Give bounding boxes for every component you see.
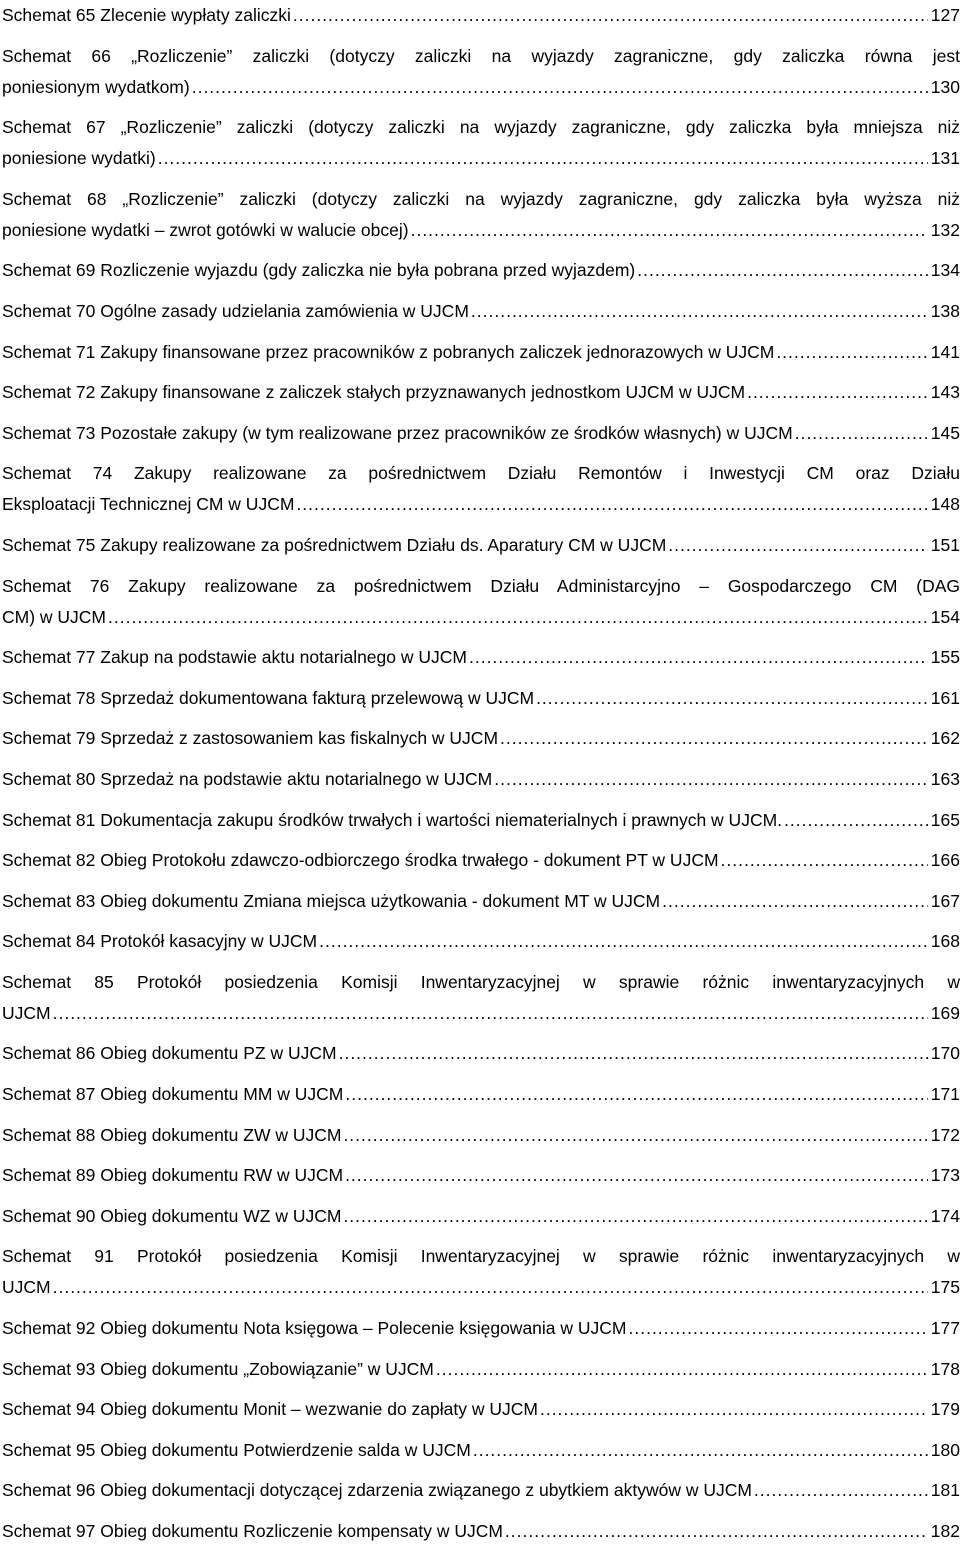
toc-page-number: 167 <box>930 890 960 911</box>
toc-entry-text-line: Schemat 73 Pozostałe zakupy (w tym realizowane przez pracowników ze środków własnych) w UJCM <box>2 422 793 443</box>
toc-page-number: 182 <box>930 1521 960 1541</box>
toc-page-number: 169 <box>930 1002 960 1023</box>
toc-entry-text-line: Schemat 71 Zakupy finansowane przez pracowników z pobranych zaliczek jednorazowych w UJCM <box>2 341 775 362</box>
toc-entry-text-line: Schemat 65 Zlecenie wypłaty zaliczki <box>2 5 291 25</box>
toc-entry-text-line: Schemat 76 Zakupy realizowane za pośrednictwem Działu Administarcyjno – Gospodarczego CM (DAG <box>2 575 960 596</box>
toc-page-number: 138 <box>930 300 960 321</box>
toc-page-number: 141 <box>930 341 960 362</box>
toc-entry-text-line: Schemat 94 Obieg dokumentu Monit – wezwanie do zapłaty w UJCM <box>2 1399 538 1420</box>
toc-entry[interactable] <box>2 926 960 957</box>
toc-entry[interactable] <box>2 764 960 795</box>
toc-entry[interactable] <box>2 683 960 714</box>
toc-entry[interactable] <box>2 1516 960 1547</box>
dot-leader <box>343 1120 928 1151</box>
dot-leader <box>473 1435 928 1466</box>
toc-page-number: 181 <box>930 1480 960 1501</box>
dot-leader <box>471 296 928 327</box>
dot-leader <box>795 418 928 449</box>
toc-page-number: 178 <box>930 1358 960 1379</box>
toc-entry-text-line: Schemat 81 Dokumentacja zakupu środków trwałych i wartości niematerialnych i prawnych w UJCM. <box>2 809 783 830</box>
toc-entry[interactable] <box>2 1079 960 1110</box>
toc-entry[interactable] <box>2 967 960 1029</box>
toc-page-number: 143 <box>930 382 960 403</box>
toc-entry[interactable] <box>2 458 960 520</box>
dot-leader <box>784 805 928 836</box>
toc-page-number: 131 <box>930 148 960 169</box>
toc-page-number: 134 <box>930 260 960 281</box>
toc-entry[interactable] <box>2 337 960 368</box>
toc-entry-text-line: Schemat 74 Zakupy realizowane za pośrednictwem Działu Remontów i Inwestycji CM oraz Działu <box>2 463 960 484</box>
toc-entry-text-line: Schemat 69 Rozliczenie wyjazdu (gdy zaliczka nie była pobrana przed wyjazdem) <box>2 260 636 281</box>
toc-entry[interactable] <box>2 255 960 286</box>
toc-page-number: 173 <box>930 1165 960 1186</box>
dot-leader <box>505 1516 928 1547</box>
toc-entry[interactable] <box>2 723 960 754</box>
toc-page-number: 155 <box>930 647 960 668</box>
dot-leader <box>721 845 928 876</box>
toc-entry[interactable] <box>2 530 960 561</box>
toc-entry-text-line: Schemat 97 Obieg dokumentu Rozliczenie kompensaty w UJCM <box>2 1521 503 1541</box>
toc-entry-text-line: Schemat 85 Protokół posiedzenia Komisji Inwentaryzacyjnej w sprawie różnic inwentaryzacyjnych w <box>2 971 960 992</box>
toc-entry-text-line: Schemat 95 Obieg dokumentu Potwierdzenie salda w UJCM <box>2 1439 471 1460</box>
dot-leader <box>436 1354 928 1385</box>
dot-leader <box>494 764 928 795</box>
dot-leader <box>53 1272 928 1303</box>
toc-entry[interactable] <box>2 805 960 836</box>
toc-page-number: 170 <box>930 1043 960 1064</box>
toc-entry-text-line: Eksploatacji Technicznej CM w UJCM <box>2 494 295 515</box>
toc-entry[interactable] <box>2 0 960 31</box>
toc-entry-text-line: Schemat 89 Obieg dokumentu RW w UJCM <box>2 1165 344 1186</box>
toc-entry-text-line: Schemat 90 Obieg dokumentu WZ w UJCM <box>2 1205 342 1226</box>
dot-leader <box>158 143 928 174</box>
toc-entry-text-line: poniesionym wydatkom) <box>2 76 190 97</box>
toc-entry-text-line: Schemat 72 Zakupy finansowane z zaliczek stałych przyznawanych jednostkom UJCM w UJCM <box>2 382 746 403</box>
dot-leader <box>668 530 928 561</box>
toc-entry[interactable] <box>2 1354 960 1385</box>
toc-page-number: 171 <box>930 1084 960 1105</box>
toc-entry-text-line: Schemat 75 Zakupy realizowane za pośrednictwem Działu ds. Aparatury CM w UJCM <box>2 534 667 555</box>
toc-entry[interactable] <box>2 571 960 633</box>
toc-entry-text-line: Schemat 77 Zakup na podstawie aktu notarialnego w UJCM <box>2 647 467 668</box>
toc-entry-text-line: Schemat 91 Protokół posiedzenia Komisji Inwentaryzacyjnej w sprawie różnic inwentaryzacyjnych w <box>2 1246 960 1267</box>
dot-leader <box>540 1394 928 1425</box>
toc-page-number: 130 <box>930 76 960 97</box>
dot-leader <box>469 642 928 673</box>
dot-leader <box>637 255 928 286</box>
dot-leader <box>345 1079 928 1110</box>
toc-entry[interactable] <box>2 886 960 917</box>
toc-entry-text-line: CM) w UJCM <box>2 606 107 627</box>
toc-entry-text-line: Schemat 79 Sprzedaż z zastosowaniem kas fiskalnych w UJCM <box>2 728 499 749</box>
dot-leader <box>747 377 928 408</box>
dot-leader <box>662 886 928 917</box>
dot-leader <box>629 1313 929 1344</box>
toc-page-number: 172 <box>930 1124 960 1145</box>
toc-page-number: 162 <box>930 728 960 749</box>
toc-entry-text-line: Schemat 78 Sprzedaż dokumentowana fakturą przelewową w UJCM <box>2 687 535 708</box>
toc-entry[interactable] <box>2 845 960 876</box>
toc-page-number: 174 <box>930 1205 960 1226</box>
toc-entry[interactable] <box>2 642 960 673</box>
toc-entry-text-line: Schemat 82 Obieg Protokołu zdawczo-odbiorczego środka trwałego - dokument PT w UJCM <box>2 850 719 871</box>
toc-page-number: 127 <box>930 5 960 25</box>
dot-leader <box>108 602 928 633</box>
toc-page-number: 145 <box>930 422 960 443</box>
dot-leader <box>339 1038 928 1069</box>
dot-leader <box>411 215 928 246</box>
toc-page-number: 177 <box>930 1318 960 1339</box>
dot-leader <box>500 723 928 754</box>
toc-page-number: 154 <box>930 606 960 627</box>
toc-page-number: 132 <box>930 219 960 240</box>
toc-entry[interactable] <box>2 1201 960 1232</box>
toc-entry-text-line: Schemat 70 Ogólne zasady udzielania zamówienia w UJCM <box>2 300 469 321</box>
toc-page-number: 175 <box>930 1277 960 1298</box>
toc-entry-text-line: Schemat 80 Sprzedaż na podstawie aktu notarialnego w UJCM <box>2 768 493 789</box>
toc-page-number: 165 <box>930 809 960 830</box>
toc-entry-text-line: UJCM <box>2 1002 51 1023</box>
toc-page-number: 179 <box>930 1399 960 1420</box>
toc-entry-text-line: UJCM <box>2 1277 51 1298</box>
toc-entry[interactable] <box>2 41 960 103</box>
toc-page-number: 168 <box>930 931 960 952</box>
toc-page-number: 161 <box>930 687 960 708</box>
toc-entry[interactable] <box>2 296 960 327</box>
toc-entry-text-line: Schemat 67 „Rozliczenie” zaliczki (dotyczy zaliczki na wyjazdy zagraniczne, gdy zaliczka była mniejsza niż <box>2 117 960 138</box>
dot-leader <box>319 926 928 957</box>
toc-entry-text-line: Schemat 86 Obieg dokumentu PZ w UJCM <box>2 1043 337 1064</box>
toc-entry-text-line: Schemat 84 Protokół kasacyjny w UJCM <box>2 931 318 952</box>
toc-entry[interactable] <box>2 184 960 246</box>
toc-page-number: 166 <box>930 850 960 871</box>
toc-entry-text-line: Schemat 92 Obieg dokumentu Nota księgowa – Polecenie księgowania w UJCM <box>2 1318 627 1339</box>
toc-entry-text-line: poniesione wydatki – zwrot gotówki w walucie obcej) <box>2 219 409 240</box>
dot-leader <box>296 489 928 520</box>
toc-entry[interactable] <box>2 377 960 408</box>
toc-entry[interactable] <box>2 1435 960 1466</box>
toc-entry[interactable] <box>2 1160 960 1191</box>
toc-entry-text-line: Schemat 66 „Rozliczenie” zaliczki (dotyczy zaliczki na wyjazdy zagraniczne, gdy zaliczka równa jest <box>2 45 960 66</box>
toc-entry[interactable] <box>2 112 960 174</box>
toc-entry-text-line: Schemat 96 Obieg dokumentacji dotyczącej zdarzenia związanego z ubytkiem aktywów w UJCM <box>2 1480 752 1501</box>
toc-page-number: 163 <box>930 768 960 789</box>
toc-entry[interactable] <box>2 1313 960 1344</box>
dot-leader <box>53 998 928 1029</box>
toc-entry[interactable] <box>2 1394 960 1425</box>
dot-leader <box>776 337 928 368</box>
toc-entry[interactable] <box>2 1241 960 1303</box>
toc-entry-text-line: poniesione wydatki) <box>2 148 156 169</box>
dot-leader <box>293 0 928 31</box>
toc-entry[interactable] <box>2 1475 960 1506</box>
toc-entry-text-line: Schemat 68 „Rozliczenie” zaliczki (dotyczy zaliczki na wyjazdy zagraniczne, gdy zaliczka była wyższa niż <box>2 188 960 209</box>
dot-leader <box>754 1475 928 1506</box>
toc-page-number: 148 <box>930 494 960 515</box>
toc-entry-text-line: Schemat 93 Obieg dokumentu „Zobowiązanie” w UJCM <box>2 1358 434 1379</box>
dot-leader <box>345 1160 928 1191</box>
toc-entry-text-line: Schemat 83 Obieg dokumentu Zmiana miejsca użytkowania - dokument MT w UJCM <box>2 890 661 911</box>
toc-entry-text-line: Schemat 88 Obieg dokumentu ZW w UJCM <box>2 1124 342 1145</box>
toc-entry[interactable] <box>2 1120 960 1151</box>
toc-entry[interactable] <box>2 418 960 449</box>
dot-leader <box>192 72 928 103</box>
dot-leader <box>536 683 928 714</box>
toc-page-number: 180 <box>930 1439 960 1460</box>
toc-entry[interactable] <box>2 1038 960 1069</box>
dot-leader <box>343 1201 928 1232</box>
toc-page-number: 151 <box>930 534 960 555</box>
toc-entry-text-line: Schemat 87 Obieg dokumentu MM w UJCM <box>2 1084 344 1105</box>
